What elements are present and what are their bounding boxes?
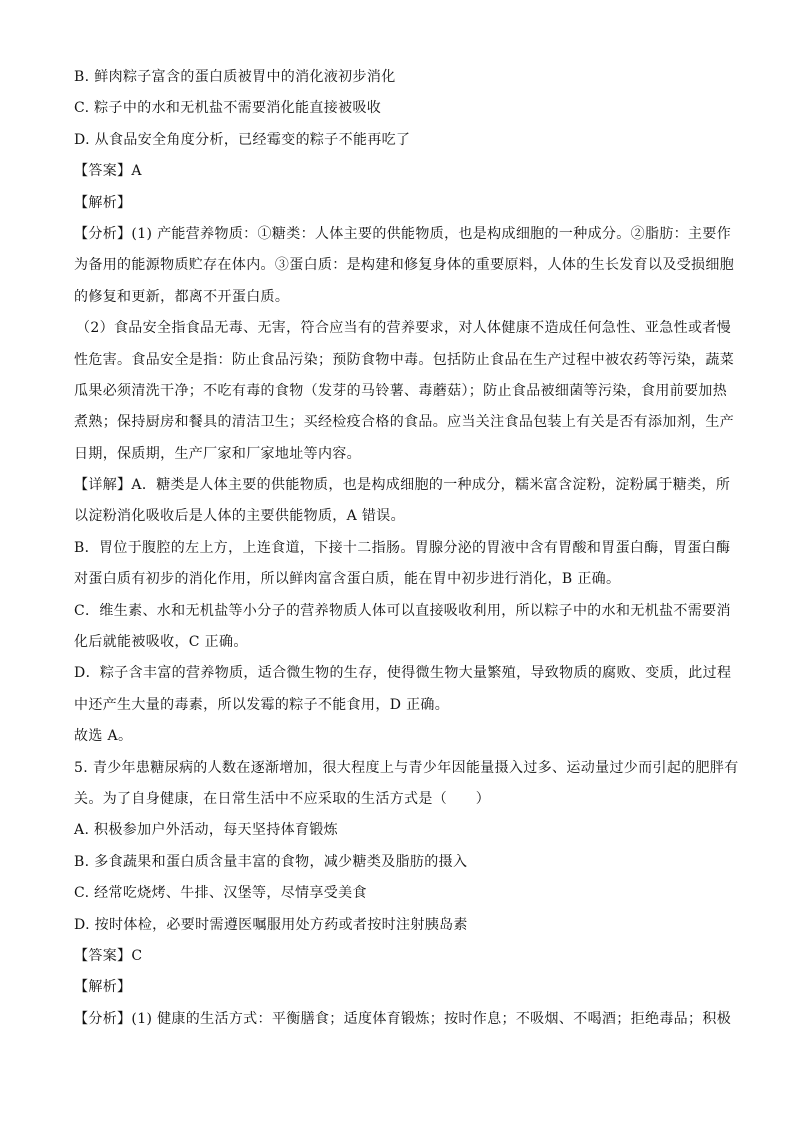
answer-label: 【答案】C [74,947,143,964]
document-page [74,62,739,1035]
detail-paragraph-line: 对蛋白质有初步的消化作用，所以鲜肉富含蛋白质，能在胃中初步进行消化，B 正确。 [74,571,621,588]
detail-paragraph-line: 【详解】A．糖类是人体主要的供能物质，也是构成细胞的一种成分，糯米富含淀粉，淀粉属于糖类，所 [74,477,731,494]
question-5-stem: 关。为了自身健康，在日常生活中不应采取的生活方式是（ ） [74,790,491,807]
option-d-text: D. 从食品安全角度分析，已经霉变的粽子不能再吃了 [74,131,411,148]
food-safety-paragraph-line: 煮熟；保持厨房和餐具的清洁卫生；买经检疫合格的食品。应当关注食品包装上有关是否有添加剂，生产 [74,414,735,431]
analysis-paragraph-line: 的修复和更新，都离不开蛋白质。 [74,288,290,305]
detail-paragraph-line: C．维生素、水和无机盐等小分子的营养物质人体可以直接吸收利用，所以粽子中的水和无机盐不需要消 [74,602,731,619]
food-safety-paragraph-line: 瓜果必须清洗干净；不吃有毒的食物（发芽的马铃薯、毒蘑菇）；防止食品被细菌等污染，食用前要加热 [74,382,728,399]
question-5-option-a: A. 积极参加户外活动，每天坚持体育锻炼 [74,822,339,839]
option-c-text: C. 粽子中的水和无机盐不需要消化能直接被吸收 [74,100,382,117]
detail-paragraph-line: 中还产生大量的毒素，所以发霉的粽子不能食用，D 正确。 [74,696,450,713]
question-5-option-b: B. 多食蔬果和蛋白质含量丰富的食物，减少糖类及脂肪的摄入 [74,853,468,870]
question-5-option-d: D. 按时体检，必要时需遵医嘱服用处方药或者按时注射胰岛素 [74,916,468,933]
conclusion-text: 故选 A。 [74,728,133,745]
detail-paragraph-line: B．胃位于腹腔的左上方，上连食道，下接十二指肠。胃腺分泌的胃液中含有胃酸和胃蛋白酶，胃蛋白酶 [74,539,731,556]
detail-paragraph-line: 化后就能被吸收，C 正确。 [74,634,248,651]
question-5-stem: 5. 青少年患糖尿病的人数在逐渐增加，很大程度上与青少年因能量摄入过多、运动量过少而引起的肥胖有 [74,759,739,776]
food-safety-paragraph-line: 日期，保质期，生产厂家和厂家地址等内容。 [74,445,361,462]
analysis-heading: 【解析】 [74,194,132,211]
detail-paragraph-line: D．粽子含丰富的营养物质，适合微生物的生存，使得微生物大量繁殖，导致物质的腐败、变质，此过程 [74,665,732,682]
detail-paragraph-line: 以淀粉消化吸收后是人体的主要供能物质，A 错误。 [74,508,405,525]
question-5-option-c: C. 经常吃烧烤、牛排、汉堡等，尽情享受美食 [74,885,367,902]
analysis-paragraph-line: 为备用的能源物质贮存在体内。③蛋白质：是构建和修复身体的重要原料，人体的生长发育以及受损细胞 [74,257,735,274]
analysis-paragraph-line: 【分析】(1) 健康的生活方式：平衡膳食；适度体育锻炼；按时作息；不吸烟、不喝酒；拒绝毒品；积极 [74,1010,732,1027]
food-safety-paragraph-line: 性危害。食品安全是指：防止食品污染；预防食物中毒。包括防止食品在生产过程中被农药等污染，蔬菜 [74,351,735,368]
analysis-heading: 【解析】 [74,979,132,996]
answer-label: 【答案】A [74,163,142,180]
analysis-paragraph-line: 【分析】(1) 产能营养物质：①糖类：人体主要的供能物质，也是构成细胞的一种成分。②脂肪：主要作 [74,225,732,242]
option-b-text: B. 鲜肉粽子富含的蛋白质被胃中的消化液初步消化 [74,69,396,85]
food-safety-paragraph-line: （2）食品安全指食品无毒、无害，符合应当有的营养要求，对人体健康不造成任何急性、亚急性或者慢 [76,320,732,337]
